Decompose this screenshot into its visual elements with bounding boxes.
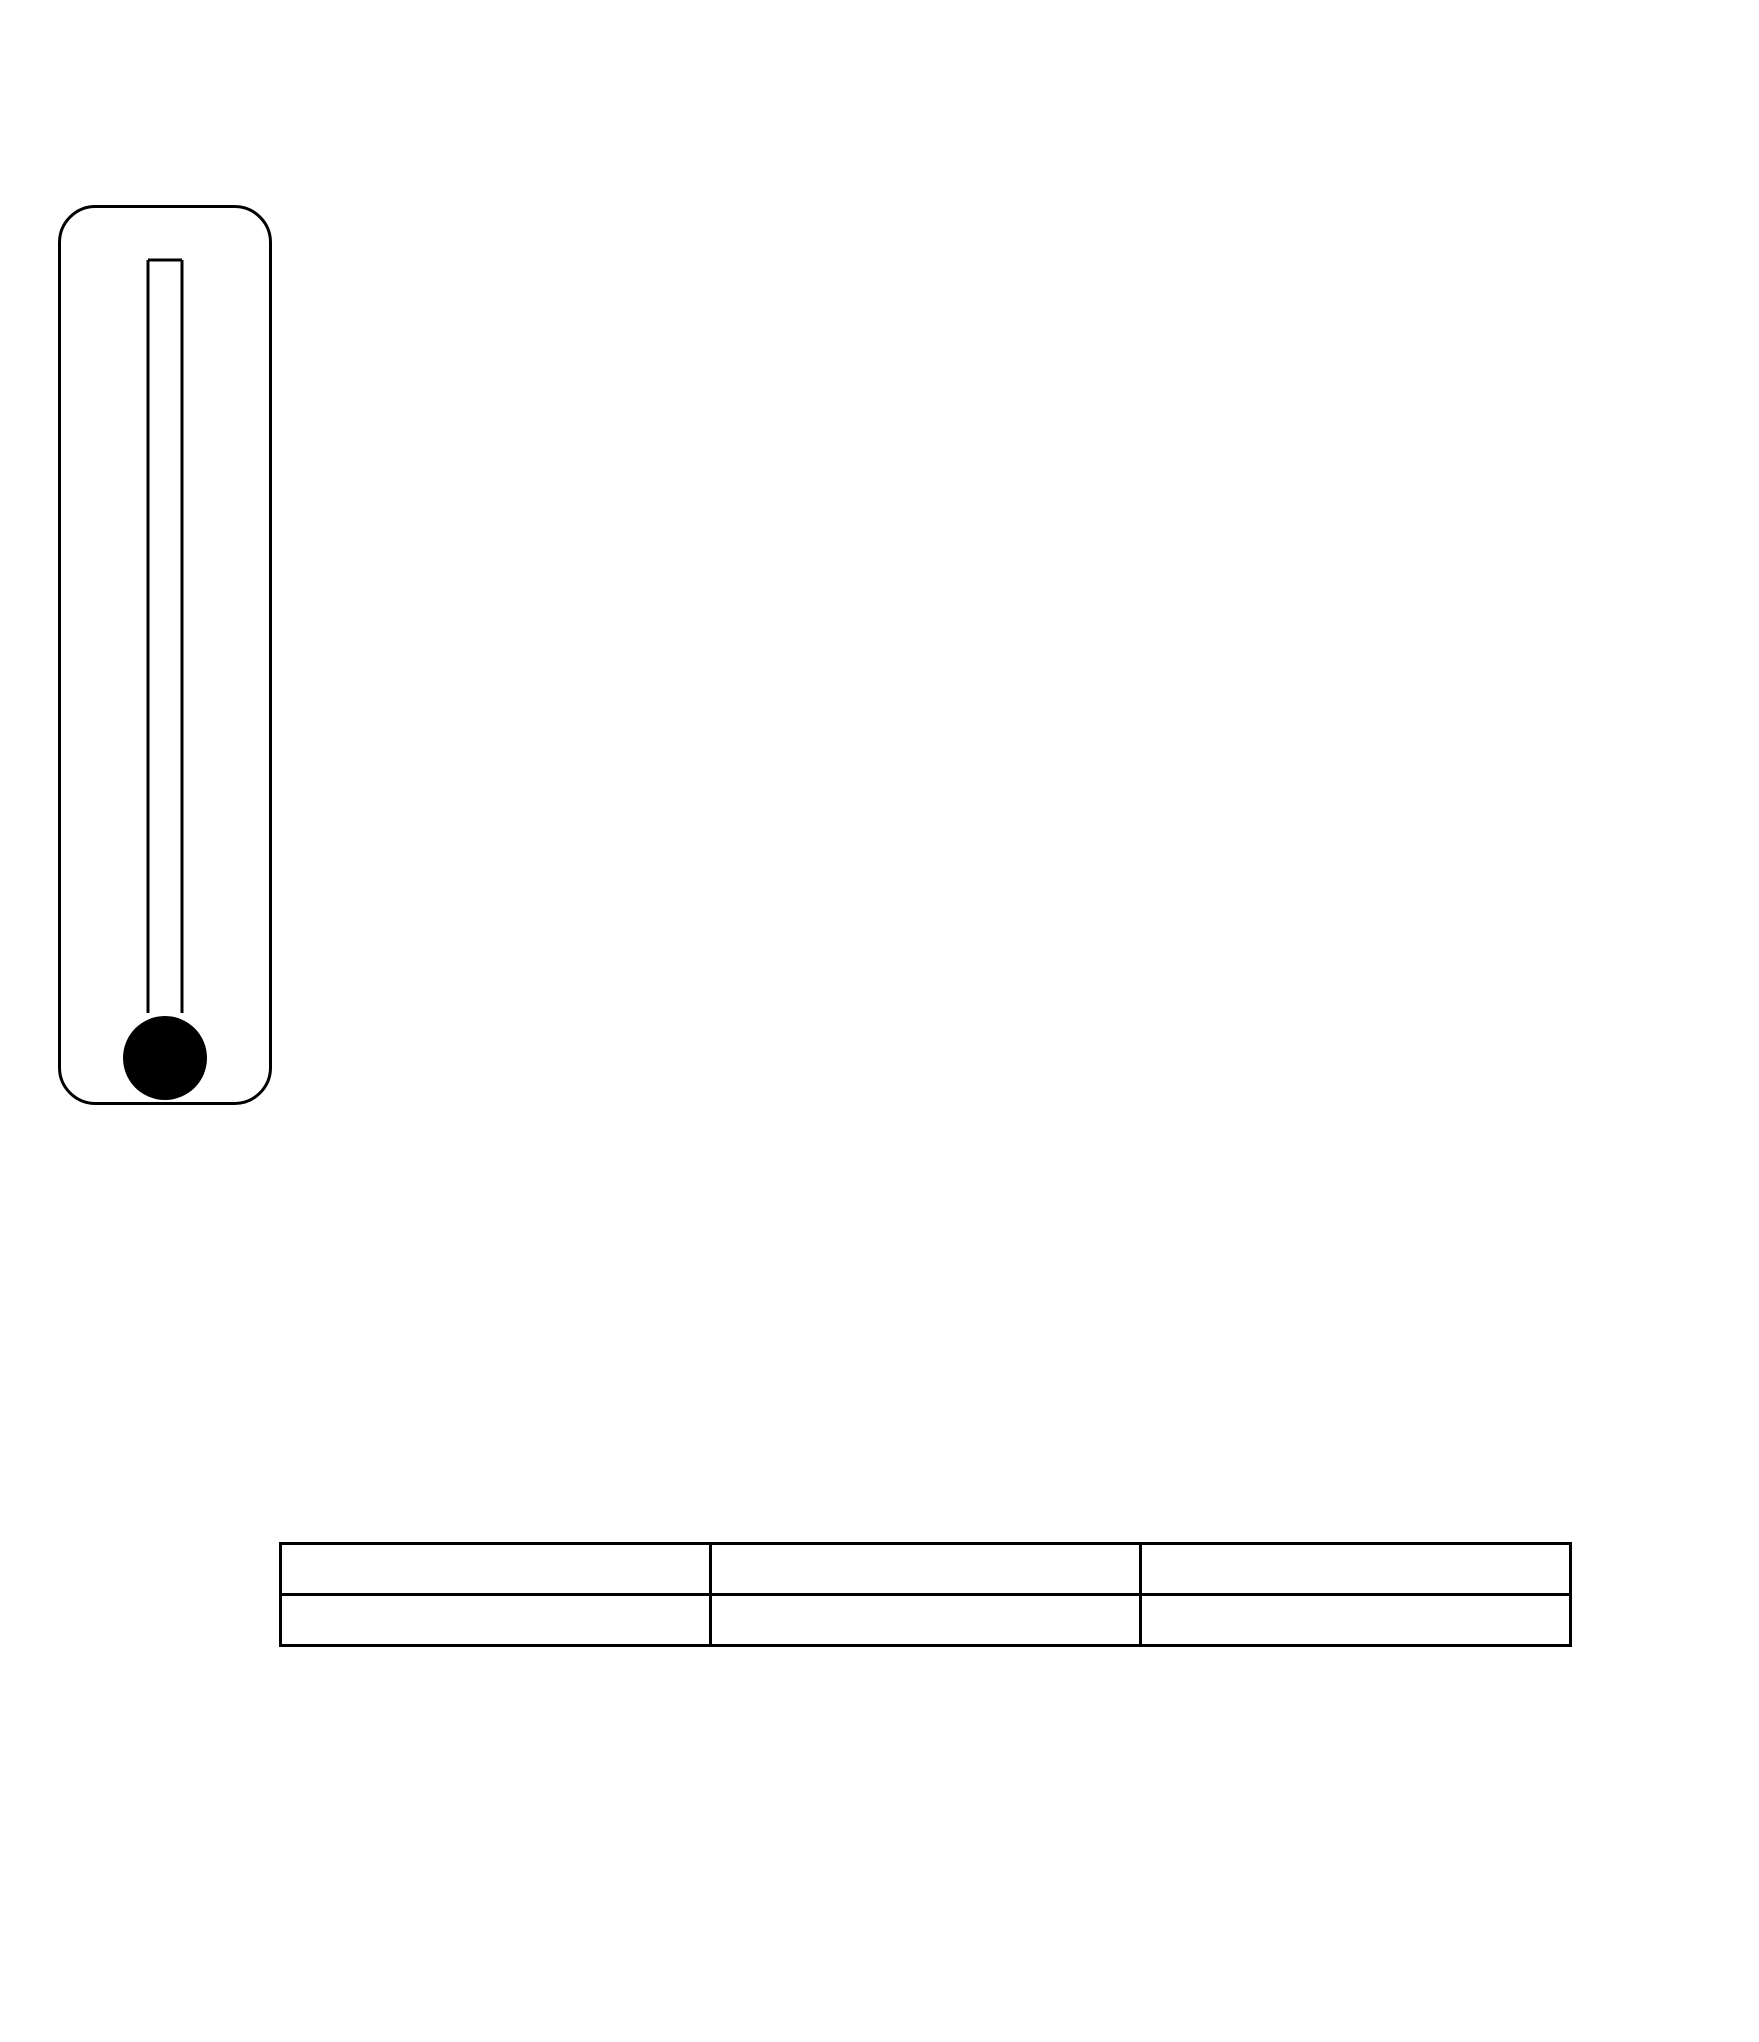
table-header-cell xyxy=(1141,1544,1571,1595)
thermometer-figure xyxy=(58,205,292,1105)
thermometer-frame xyxy=(60,207,271,1104)
thermometer-bulb xyxy=(123,1016,207,1100)
table-header-cell xyxy=(281,1544,711,1595)
conversion-graph xyxy=(572,124,1512,1064)
table-row xyxy=(281,1595,1571,1646)
table-header-row xyxy=(281,1544,1571,1595)
propositions-table xyxy=(279,1542,1572,1647)
table-formula-cell xyxy=(281,1595,711,1646)
table-formula-cell xyxy=(1141,1595,1571,1646)
table-formula-cell xyxy=(711,1595,1141,1646)
table-header-cell xyxy=(711,1544,1141,1595)
